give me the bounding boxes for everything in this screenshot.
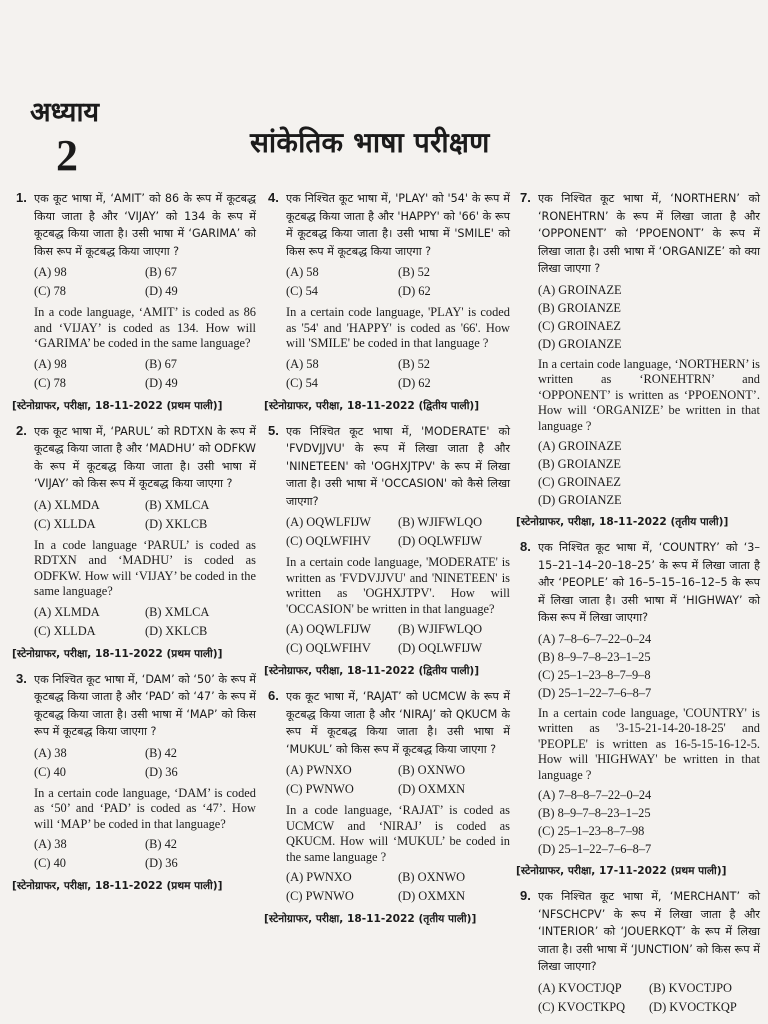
option: (B) 67 — [145, 265, 178, 279]
option: (D) 49 — [145, 375, 178, 390]
exam-source: [स्टेनोग्राफर, परीक्षा, 18-11-2022 (तृतीय पाली)] — [264, 913, 477, 925]
option: (C) KVOCTKPQ — [538, 999, 626, 1014]
question-text-english: In a code language ‘PARUL’ is coded as RDTXN and ‘MADHU’ is coded as ODFKW. How will ‘VIJAY’ be coded in the same language? — [34, 537, 256, 598]
options-hindi — [34, 263, 256, 301]
option: (D) GROIANZE — [538, 336, 622, 351]
option: (B) 8–9–7–8–23–1–25 — [538, 649, 651, 664]
question-text-hindi: एक निश्चित कूट भाषा में, 'MODERATE' को 'FVDVJJVU' के रूप में लिखा जाता है और 'NINETEEN' को 'OGHXJTPV' के रूप में लिखा जाता है। उसी भाषा में 'OCCASION' को कैसे लिखा जाएगा? — [286, 424, 510, 508]
option: (B) WJIFWLQO — [398, 622, 483, 636]
question-block — [12, 670, 256, 894]
question-body — [34, 190, 256, 393]
options-hindi — [286, 761, 510, 799]
option: (D) 62 — [398, 284, 431, 298]
question-text-hindi: एक कूट भाषा में, ‘AMIT’ को 86 के रूप में कूटबद्ध किया जाता है और ‘VIJAY’ को 134 के रूप में कूटबद्ध किया जाता है। उसी भाषा में ‘GARIMA’ को किस रूप में कूटबद्ध किया जाएगा ? — [34, 192, 256, 258]
option: (D) KVOCTKQP — [649, 999, 737, 1014]
options-english — [34, 355, 256, 393]
question-number: 8. — [520, 539, 531, 554]
question-text-hindi: एक निश्चित कूट भाषा में, 'PLAY' को '54' के रूप में कूटबद्ध किया जाता है और 'HAPPY' को '66' के रूप में कूटबद्ध किया जाता है। उसी भाषा में 'SMILE' को किस रूप में कूटबद्ध किया जाएगा ? — [286, 192, 510, 258]
option: (B) KVOCTJPO — [649, 980, 732, 995]
exam-source: [स्टेनोग्राफर, परीक्षा, 18-11-2022 (द्वितीय पाली)] — [264, 399, 480, 412]
option: (D) OXMXN — [398, 782, 466, 796]
question-text-hindi: एक निश्चित कूट भाषा में, ‘NORTHERN’ को ‘RONEHTRN’ के रूप में लिखा जाता है और ‘OPPONENT’ को ‘PPOENONT’ के रूप में लिखा जाता है। उसी भाषा में ‘ORGANIZE’ को क्या लिखा जाएगा ? — [538, 192, 760, 275]
question-number: 1. — [16, 190, 27, 205]
exam-source: [स्टेनोग्राफर, परीक्षा, 18-11-2022 (द्वितीय पाली)] — [264, 665, 480, 677]
option: (A) PWNXO — [286, 763, 352, 777]
option: (C) 54 — [286, 375, 319, 390]
option: (A) 98 — [34, 356, 67, 371]
option: (B) 52 — [398, 356, 431, 371]
option: (D) 49 — [145, 284, 178, 298]
option: (A) OQWLFIJW — [286, 515, 371, 529]
option: (C) 78 — [34, 284, 67, 298]
option: (A) 38 — [34, 837, 67, 851]
question-text-english: In a certain code language, 'MODERATE' is written as 'FVDVJJVU' and 'NINETEEN' is written as 'OGHXJTPV'. How will 'OCCASION' be written in that language? — [286, 555, 510, 616]
question-header — [520, 190, 760, 509]
option: (C) PWNWO — [286, 889, 354, 903]
option: (C) OQLWFIHV — [286, 534, 371, 548]
option: (A) 38 — [34, 745, 67, 760]
question-body — [286, 688, 510, 906]
question-body — [538, 539, 760, 858]
question-number: 6. — [268, 688, 279, 703]
question-number: 3. — [16, 670, 27, 686]
exam-source: [स्टेनोग्राफर, परीक्षा, 17-11-2022 (प्रथम पाली)] — [516, 865, 727, 877]
question-text-english: In a certain code language, ‘DAM’ is coded as ‘50’ and ‘PAD’ is coded as ‘47’. How will ‘MAP’ be coded in that language? — [34, 785, 256, 831]
exam-source: [स्टेनोग्राफर, परीक्षा, 18-11-2022 (तृतीय पाली)] — [516, 516, 729, 528]
option: (C) XLLDA — [34, 516, 96, 531]
question-block — [520, 888, 760, 1017]
option: (A) 58 — [286, 265, 319, 279]
option: (C) 40 — [34, 764, 67, 779]
option: (D) GROIANZE — [538, 493, 622, 507]
question-text-hindi: एक निश्चित कूट भाषा में, ‘COUNTRY’ को ‘3–15–21–14–20–18–25’ के रूप में लिखा जाता है और ‘PEOPLE’ को 16–5–15–16–12–5 के रूप में लिखा जाता है। उसी भाषा में ‘HIGHWAY’ को किस रूप में लिखा जाएगा? — [538, 541, 760, 624]
options-english — [538, 786, 760, 858]
question-header — [520, 539, 760, 858]
question-text-hindi: एक निश्चित कूट भाषा में, ‘MERCHANT’ को ‘NFSCHCPV’ के रूप में लिखा जाता है और ‘INTERIOR’ को ‘JOUERKQT’ के रूप में लिखा जाता है। उसी भाषा में ‘JUNCTION’ को किस रूप में लिखा जाएगा? — [538, 890, 760, 973]
option: (B) XMLCA — [145, 497, 210, 512]
option: (A) 7–8–8–7–22–0–24 — [538, 788, 652, 802]
option: (C) 40 — [34, 856, 67, 870]
options-hindi — [34, 496, 256, 534]
option: (C) OQLWFIHV — [286, 641, 371, 655]
option: (C) XLLDA — [34, 623, 96, 638]
question-text-english: In a code language, ‘AMIT’ is coded as 86 and ‘VIJAY’ is coded as 134. How will ‘GARIMA’ be coded in the same language? — [34, 305, 256, 350]
options-english — [34, 835, 256, 873]
option: (B) 52 — [398, 265, 431, 279]
option: (B) OXNWO — [398, 870, 466, 884]
question-text-hindi: एक कूट भाषा में, ‘RAJAT’ को UCMCW के रूप में कूटबद्ध किया जाता है और ‘NIRAJ’ को QKUCM के रूप में कूटबद्ध किया जाता है। उसी भाषा में ‘MUKUL’ को किस रूप में कूटबद्ध किया जाएगा ? — [286, 690, 510, 756]
option: (D) 36 — [145, 856, 178, 870]
question-header — [268, 190, 510, 393]
option: (A) OQWLFIJW — [286, 622, 371, 636]
options-hindi — [538, 281, 760, 353]
question-block — [264, 688, 510, 926]
option: (A) XLMDA — [34, 604, 100, 619]
option: (C) 54 — [286, 284, 319, 298]
question-text-english: In a certain code language, 'PLAY' is coded as '54' and 'HAPPY' is coded as '66'. How will 'SMILE' be coded in that language ? — [286, 305, 510, 350]
option: (A) 7–8–6–7–22–0–24 — [538, 631, 652, 646]
option: (B) WJIFWLQO — [398, 515, 483, 529]
option: (C) PWNWO — [286, 782, 354, 796]
question-text-english: In a code language, ‘RAJAT’ is coded as UCMCW and ‘NIRAJ’ is coded as QKUCM. How will ‘MUKUL’ be coded in the same language ? — [286, 803, 510, 864]
option: (D) 62 — [398, 375, 431, 390]
question-header — [268, 688, 510, 906]
chapter-number: 2 — [56, 131, 78, 180]
options-english — [286, 868, 510, 906]
option: (A) KVOCTJQP — [538, 980, 622, 995]
option: (B) GROIANZE — [538, 300, 621, 315]
option: (D) OQLWFIJW — [398, 641, 483, 655]
options-english — [286, 620, 510, 658]
options-english — [538, 437, 760, 509]
question-block — [516, 190, 760, 529]
question-text-english: In a certain code language, 'COUNTRY' is written as '3-15-21-14-20-18-25' and 'PEOPLE' is written as 16-5-15-16-12-5. How will 'HIGHWAY' be written in that language ? — [538, 705, 760, 782]
question-header — [16, 671, 256, 874]
option: (A) GROINAZE — [538, 282, 622, 297]
question-body — [286, 190, 510, 393]
question-block — [264, 422, 510, 679]
question-text-hindi: एक निश्चित कूट भाषा में, ‘DAM’ को ‘50’ के रूप में कूटबद्ध किया जाता है और ‘PAD’ को ‘47’ के रूप में कूटबद्ध किया जाता है। उसी भाषा में ‘MAP’ को किस रूप में कूटबद्ध किया जाएगा ? — [34, 672, 256, 738]
exam-source: [स्टेनोग्राफर, परीक्षा, 18-11-2022 (प्रथम पाली)] — [12, 399, 223, 412]
question-block — [516, 539, 760, 878]
column-2 — [264, 190, 510, 936]
question-header — [16, 190, 256, 393]
question-header — [268, 423, 510, 659]
question-number: 2. — [16, 422, 27, 438]
option: (C) 25–1–23–8–7–98 — [538, 824, 645, 838]
question-body — [538, 888, 760, 1017]
question-body — [286, 423, 510, 659]
option: (A) 58 — [286, 356, 319, 371]
option: (D) 36 — [145, 764, 178, 779]
option: (D) XKLCB — [145, 623, 208, 638]
options-hindi — [34, 744, 256, 782]
question-header — [520, 888, 760, 1017]
options-hindi — [538, 630, 760, 702]
question-body — [34, 423, 256, 641]
option: (D) OXMXN — [398, 889, 466, 903]
option: (D) 25–1–22–7–6–8–7 — [538, 685, 652, 700]
question-number: 5. — [268, 422, 279, 438]
options-english — [286, 355, 510, 393]
option: (C) 25–1–23–8–7–9–8 — [538, 667, 651, 682]
question-number: 7. — [520, 190, 531, 205]
options-hindi — [286, 513, 510, 551]
question-text-english: In a certain code language, ‘NORTHERN’ is written as ‘RONEHTRN’ and ‘OPPONENT’ is written as ‘PPOENONT’. How will ‘ORGANIZE’ be written in that language ? — [538, 356, 760, 433]
option: (D) OQLWFIJW — [398, 534, 483, 548]
option: (B) GROIANZE — [538, 457, 621, 471]
options-hindi — [538, 979, 760, 1017]
option: (A) 98 — [34, 265, 67, 279]
chapter-label: अध्याय — [30, 97, 100, 128]
chapter-title: सांकेतिक भाषा परीक्षण — [250, 126, 490, 159]
question-block — [264, 190, 510, 413]
options-english — [34, 603, 256, 641]
option: (A) PWNXO — [286, 870, 352, 884]
option: (B) 42 — [145, 837, 178, 851]
option: (A) XLMDA — [34, 497, 100, 512]
question-body — [34, 671, 256, 874]
option: (B) OXNWO — [398, 763, 466, 777]
option: (C) 78 — [34, 375, 67, 390]
question-header — [16, 423, 256, 641]
option: (D) XKLCB — [145, 516, 208, 531]
options-hindi — [286, 263, 510, 301]
option: (B) 67 — [145, 356, 178, 371]
column-1 — [12, 190, 256, 903]
option: (B) XMLCA — [145, 604, 210, 619]
exam-source: [स्टेनोग्राफर, परीक्षा, 18-11-2022 (प्रथम पाली)] — [12, 647, 223, 660]
question-text-hindi: एक कूट भाषा में, ‘PARUL’ को RDTXN के रूप में कूटबद्ध किया जाता है और ‘MADHU’ को ODFKW के रूप में कूटबद्ध किया जाता है। उसी भाषा में ‘VIJAY’ को किस रूप में कूटबद्ध किया जाएगा ? — [34, 424, 256, 490]
option: (D) 25–1–22–7–6–8–7 — [538, 842, 652, 856]
question-number: 9. — [520, 888, 531, 903]
option: (C) GROINAEZ — [538, 475, 621, 489]
column-3 — [516, 190, 760, 1021]
question-body — [538, 190, 760, 509]
option: (B) 42 — [145, 745, 178, 760]
question-number: 4. — [268, 190, 279, 205]
option: (B) 8–9–7–8–23–1–25 — [538, 806, 651, 820]
question-block — [12, 190, 256, 413]
option: (A) GROINAZE — [538, 439, 622, 453]
exam-source: [स्टेनोग्राफर, परीक्षा, 18-11-2022 (प्रथम पाली)] — [12, 880, 223, 892]
option: (C) GROINAEZ — [538, 318, 621, 333]
question-block — [12, 422, 256, 661]
